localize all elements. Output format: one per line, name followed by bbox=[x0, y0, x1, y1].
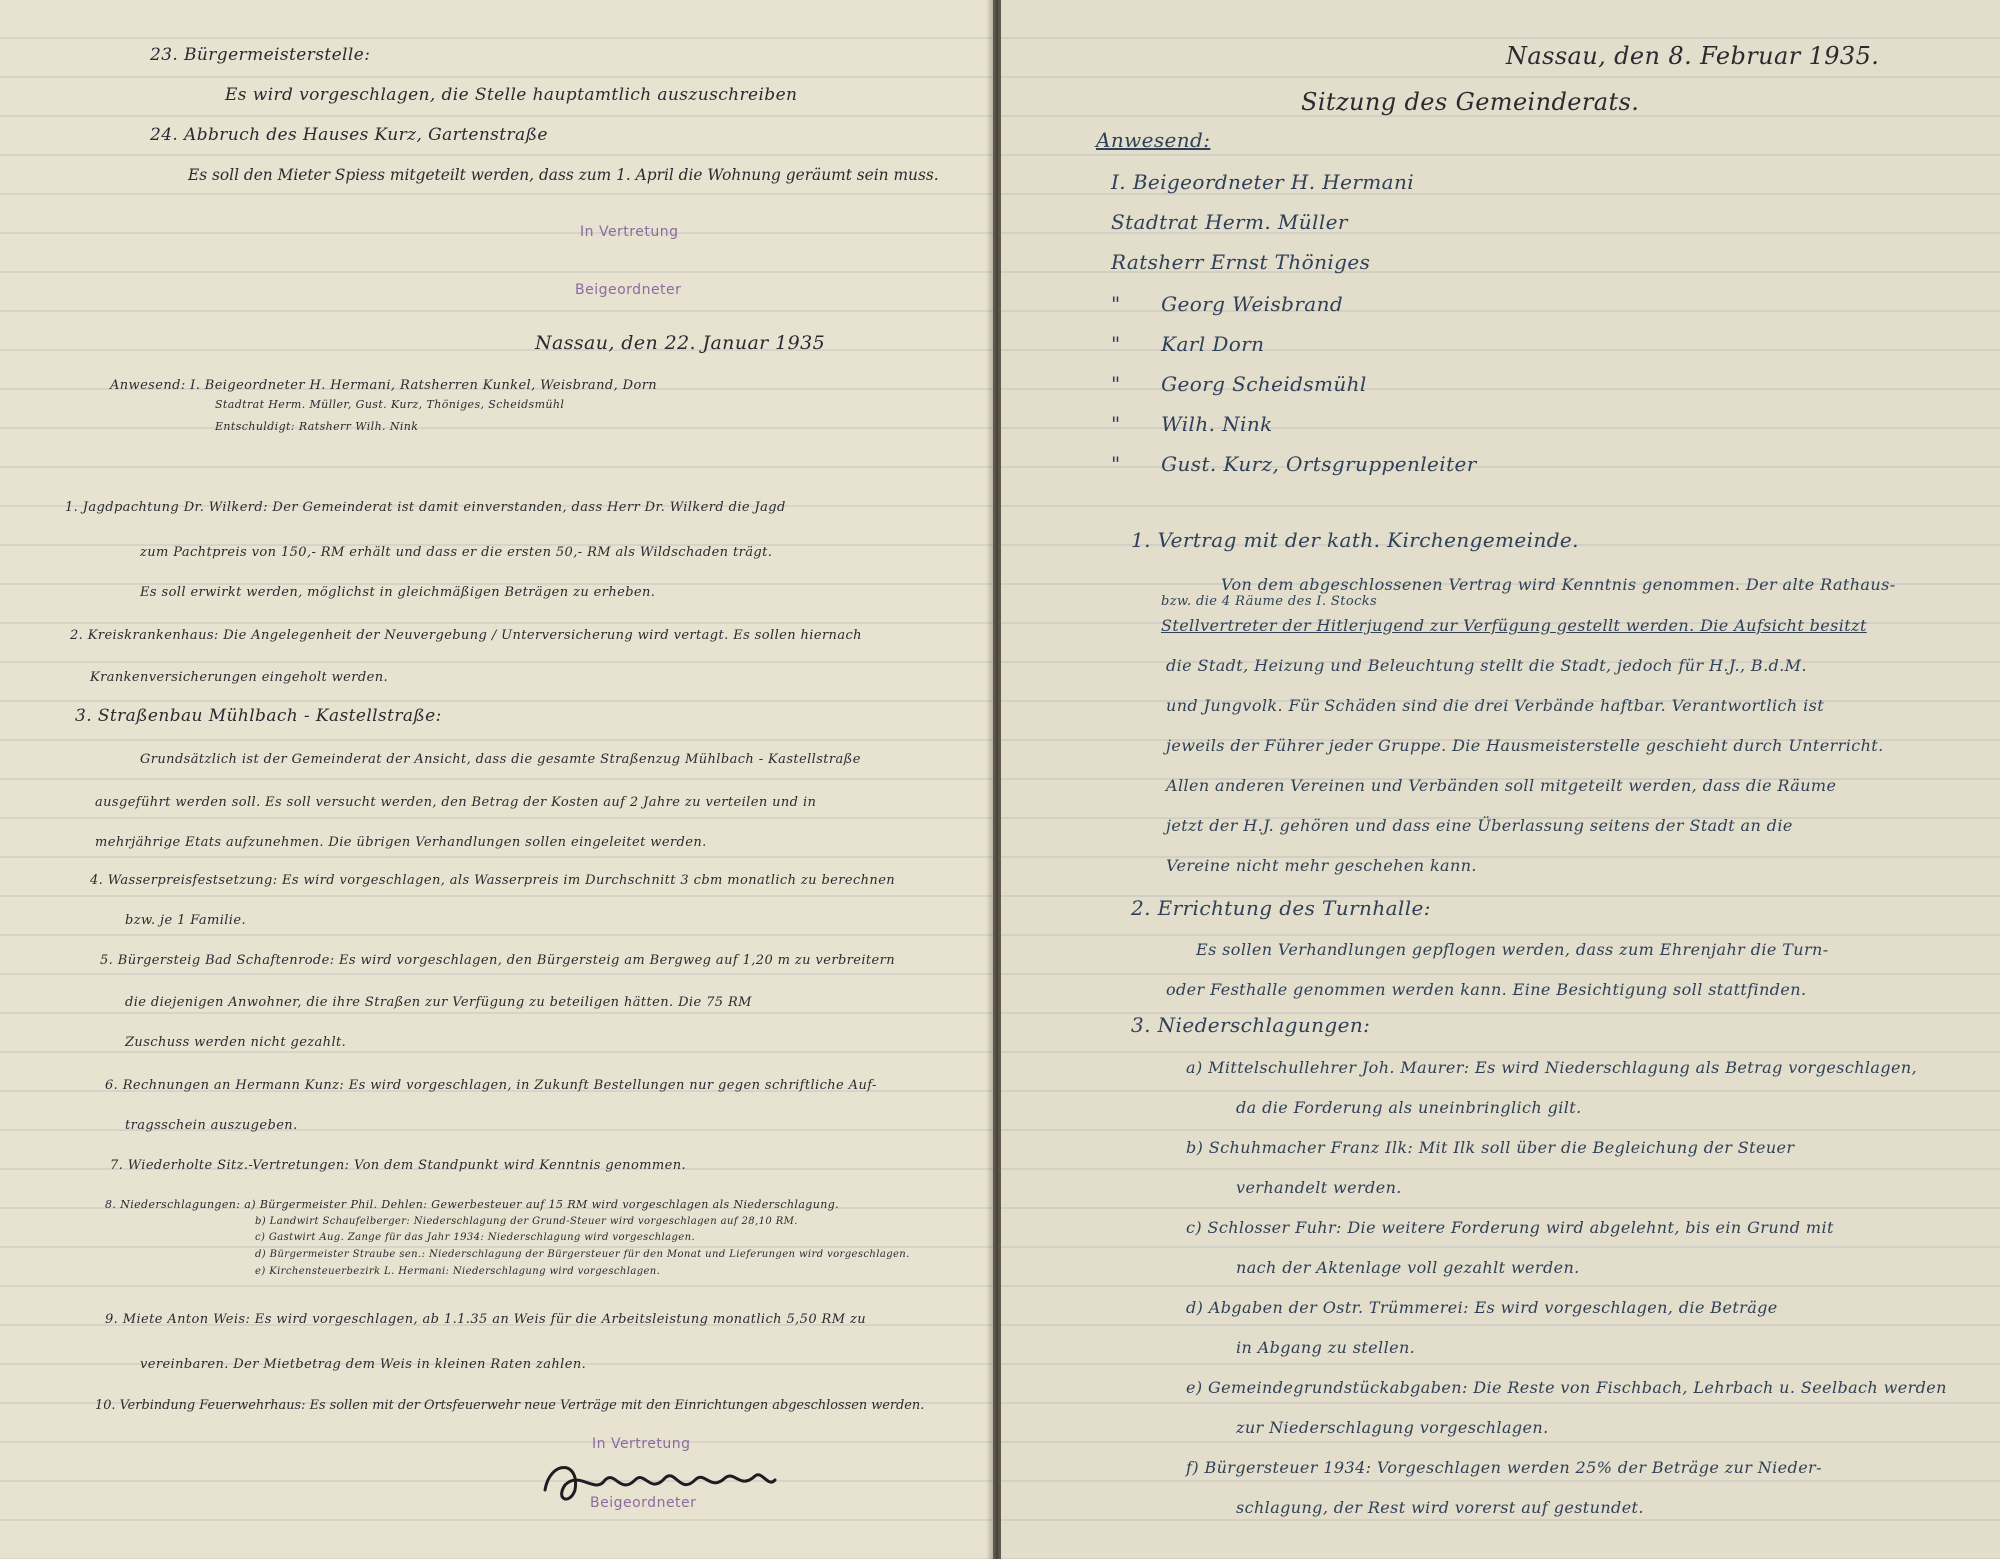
right-line-34: e) Gemeindegrundstückabgaben: Die Reste von Fischbach, Lehrbach u. Seelbach werden bbox=[1186, 1378, 1947, 1397]
right-line-30: c) Schlosser Fuhr: Die weitere Forderung wird abgelehnt, bis ein Grund mit bbox=[1186, 1218, 1834, 1237]
stamp-beigeordneter-top: Beigeordneter bbox=[575, 282, 682, 298]
left-line-20: 5. Bürgersteig Bad Schaftenrode: Es wird vorgeschlagen, den Bürgersteig am Bergweg auf 1,20 m zu verbreitern bbox=[100, 953, 896, 968]
right-line-36: f) Bürgersteuer 1934: Vorgeschlagen werden 25% der Beträge zur Nieder- bbox=[1186, 1458, 1822, 1477]
left-line-29: d) Bürgermeister Straube sen.: Niederschlagung der Bürgersteuer für den Monat und Lieferungen wird vorgeschlagen. bbox=[255, 1249, 910, 1260]
right-line-27: da die Forderung als uneinbringlich gilt. bbox=[1236, 1098, 1582, 1117]
left-line-14: 3. Straßenbau Mühlbach - Kastellstraße: bbox=[75, 706, 442, 726]
left-line-11: Es soll erwirkt werden, möglichst in gleichmäßigen Beträgen zu erheben. bbox=[140, 585, 656, 600]
right-item-2-heading: 2. Errichtung des Turnhalle: bbox=[1131, 896, 1431, 920]
left-line-7: Stadtrat Herm. Müller, Gust. Kurz, Thöniges, Scheidsmühl bbox=[215, 398, 565, 411]
left-line-30: e) Kirchensteuerbezirk L. Hermani: Niederschlagung wird vorgeschlagen. bbox=[255, 1266, 661, 1277]
right-attendance-heading: Anwesend: bbox=[1096, 128, 1211, 152]
left-line-19: bzw. je 1 Familie. bbox=[125, 913, 246, 928]
right-item-1-heading: 1. Vertrag mit der kath. Kirchengemeinde. bbox=[1131, 528, 1579, 552]
left-line-27: b) Landwirt Schaufelberger: Niederschlagung der Grund-Steuer wird vorgeschlagen auf 28,10 RM. bbox=[255, 1216, 798, 1227]
right-attendee-3: Ratsherr Ernst Thöniges bbox=[1111, 250, 1371, 274]
left-line-6: Anwesend: I. Beigeordneter H. Hermani, Ratsherren Kunkel, Weisbrand, Dorn bbox=[110, 378, 658, 393]
right-line-16: die Stadt, Heizung und Beleuchtung stellt die Stadt, jedoch für H.J., B.d.M. bbox=[1166, 656, 1807, 675]
left-line-1: 23. Bürgermeisterstelle: bbox=[150, 45, 371, 65]
left-line-8: Entschuldigt: Ratsherr Wilh. Nink bbox=[215, 420, 419, 433]
left-line-26: 8. Niederschlagungen: a) Bürgermeister Phil. Dehlen: Gewerbesteuer auf 15 RM wird vorgeschlagen als Niederschlagung. bbox=[105, 1198, 840, 1211]
right-line-23: Es sollen Verhandlungen gepflogen werden, dass zum Ehrenjahr die Turn- bbox=[1196, 940, 1829, 959]
right-line-26: a) Mittelschullehrer Joh. Maurer: Es wird Niederschlagung als Betrag vorgeschlagen, bbox=[1186, 1058, 1918, 1077]
left-line-16: ausgeführt werden soll. Es soll versucht werden, den Betrag der Kosten auf 2 Jahre zu verteilen und in bbox=[95, 795, 817, 810]
left-line-9: 1. Jagdpachtung Dr. Wilkerd: Der Gemeinderat ist damit einverstanden, dass Herr Dr. Wilkerd die Jagd bbox=[65, 500, 786, 515]
right-line-18: jeweils der Führer jeder Gruppe. Die Hausmeisterstelle geschieht durch Unterricht. bbox=[1166, 736, 1884, 755]
right-line-28: b) Schuhmacher Franz Ilk: Mit Ilk soll über die Begleichung der Steuer bbox=[1186, 1138, 1795, 1157]
left-line-24: tragsschein auszugeben. bbox=[125, 1118, 298, 1133]
right-attendee-7: " Wilh. Nink bbox=[1111, 412, 1273, 436]
right-date-line: Nassau, den 8. Februar 1935. bbox=[1506, 42, 1880, 70]
right-session-title: Sitzung des Gemeinderats. bbox=[1301, 88, 1640, 116]
right-line-13: Von dem abgeschlossenen Vertrag wird Kenntnis genommen. Der alte Rathaus- bbox=[1221, 575, 1896, 594]
right-attendee-6: " Georg Scheidsmühl bbox=[1111, 372, 1367, 396]
left-line-17: mehrjährige Etats aufzunehmen. Die übrigen Verhandlungen sollen eingeleitet werden. bbox=[95, 835, 707, 850]
stamp-in-vertretung-bottom: In Vertretung bbox=[592, 1436, 691, 1452]
left-line-22: Zuschuss werden nicht gezahlt. bbox=[125, 1035, 347, 1050]
right-line-37: schlagung, der Rest wird vorerst auf gestundet. bbox=[1236, 1498, 1644, 1517]
left-line-12: 2. Kreiskrankenhaus: Die Angelegenheit der Neuvergebung / Unterversicherung wird vertagt. Es sollen hiernach bbox=[70, 628, 862, 643]
left-line-3: 24. Abbruch des Hauses Kurz, Gartenstraße bbox=[150, 125, 548, 145]
stamp-in-vertretung-top: In Vertretung bbox=[580, 224, 679, 240]
right-line-19: Allen anderen Vereinen und Verbänden soll mitgeteilt werden, dass die Räume bbox=[1166, 776, 1837, 795]
left-line-2: Es wird vorgeschlagen, die Stelle hauptamtlich auszuschreiben bbox=[225, 85, 798, 105]
left-line-23: 6. Rechnungen an Hermann Kunz: Es wird vorgeschlagen, in Zukunft Bestellungen nur gegen schriftliche Auf- bbox=[105, 1078, 877, 1093]
right-line-24: oder Festhalle genommen werden kann. Eine Besichtigung soll stattfinden. bbox=[1166, 980, 1807, 999]
stamp-beigeordneter-bottom: Beigeordneter bbox=[590, 1495, 697, 1511]
left-line-32: vereinbaren. Der Mietbetrag dem Weis in kleinen Raten zahlen. bbox=[140, 1357, 587, 1372]
right-attendee-4: " Georg Weisbrand bbox=[1111, 292, 1344, 316]
left-line-31: 9. Miete Anton Weis: Es wird vorgeschlagen, ab 1.1.35 an Weis für die Arbeitsleistung monatlich 5,50 RM zu bbox=[105, 1312, 866, 1327]
right-attendee-8: " Gust. Kurz, Ortsgruppenleiter bbox=[1111, 452, 1477, 476]
right-line-32: d) Abgaben der Ostr. Trümmerei: Es wird vorgeschlagen, die Beträge bbox=[1186, 1298, 1778, 1317]
right-line-15: Stellvertreter der Hitlerjugend zur Verfügung gestellt werden. Die Aufsicht besitzt bbox=[1161, 616, 1867, 635]
right-line-29: verhandelt werden. bbox=[1236, 1178, 1402, 1197]
right-line-33: in Abgang zu stellen. bbox=[1236, 1338, 1416, 1357]
left-line-15: Grundsätzlich ist der Gemeinderat der Ansicht, dass die gesamte Straßenzug Mühlbach - Kastellstraße bbox=[140, 752, 861, 767]
left-line-18: 4. Wasserpreisfestsetzung: Es wird vorgeschlagen, als Wasserpreis im Durchschnitt 3 cbm monatlich zu berechnen bbox=[90, 873, 896, 888]
right-line-21: Vereine nicht mehr geschehen kann. bbox=[1166, 856, 1477, 875]
left-line-33: 10. Verbindung Feuerwehrhaus: Es sollen mit der Ortsfeuerwehr neue Verträge mit den Einrichtungen abgeschlossen werden. bbox=[95, 1398, 925, 1413]
left-line-5: Nassau, den 22. Januar 1935 bbox=[535, 332, 826, 354]
right-line-35: zur Niederschlagung vorgeschlagen. bbox=[1236, 1418, 1549, 1437]
left-page bbox=[0, 0, 993, 1559]
right-line-17: und Jungvolk. Für Schäden sind die drei Verbände haftbar. Verantwortlich ist bbox=[1166, 696, 1825, 715]
right-line-31: nach der Aktenlage voll gezahlt werden. bbox=[1236, 1258, 1580, 1277]
right-line-14: bzw. die 4 Räume des I. Stocks bbox=[1161, 594, 1378, 609]
left-line-25: 7. Wiederholte Sitz.-Vertretungen: Von dem Standpunkt wird Kenntnis genommen. bbox=[110, 1158, 687, 1173]
right-attendee-1: I. Beigeordneter H. Hermani bbox=[1111, 170, 1415, 194]
left-line-28: c) Gastwirt Aug. Zange für das Jahr 1934: Niederschlagung wird vorgeschlagen. bbox=[255, 1232, 696, 1243]
right-item-3-heading: 3. Niederschlagungen: bbox=[1131, 1013, 1371, 1037]
right-page bbox=[1001, 0, 2000, 1559]
left-line-13: Krankenversicherungen eingeholt werden. bbox=[90, 670, 389, 685]
left-line-21: die diejenigen Anwohner, die ihre Straßen zur Verfügung zu beteiligen hätten. Die 75 RM bbox=[125, 995, 752, 1010]
left-line-4: Es soll den Mieter Spiess mitgeteilt werden, dass zum 1. April die Wohnung geräumt sein muss. bbox=[188, 166, 939, 184]
right-attendee-2: Stadtrat Herm. Müller bbox=[1111, 210, 1348, 234]
right-line-20: jetzt der H.J. gehören und dass eine Überlassung seitens der Stadt an die bbox=[1166, 816, 1793, 835]
right-attendee-5: " Karl Dorn bbox=[1111, 332, 1265, 356]
left-line-10: zum Pachtpreis von 150,- RM erhält und dass er die ersten 50,- RM als Wildschaden trägt. bbox=[140, 545, 773, 560]
